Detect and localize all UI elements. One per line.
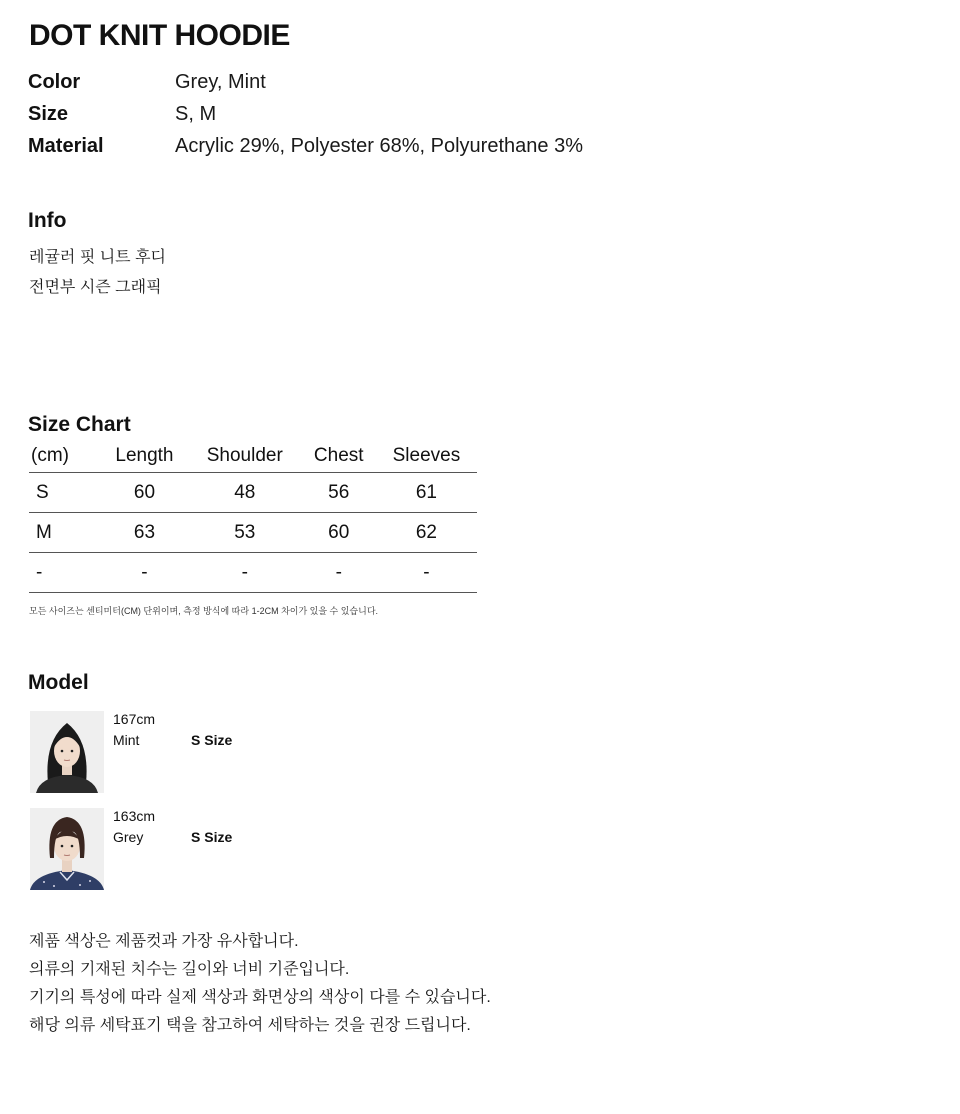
- model-photo: [30, 808, 104, 890]
- model-card: [30, 808, 270, 892]
- model-color: Mint: [113, 732, 140, 748]
- table-cell: S: [29, 473, 101, 513]
- footer-note: 제품 색상은 제품컷과 가장 유사합니다.: [29, 933, 299, 950]
- table-row: [29, 473, 477, 513]
- spec-label: Material: [28, 135, 104, 157]
- table-cell: 60: [101, 473, 188, 513]
- table-cell: 56: [302, 473, 376, 513]
- table-cell: 61: [376, 473, 477, 513]
- table-cell: -: [101, 553, 188, 593]
- spec-value: S, M: [175, 103, 217, 125]
- table-cell: 60: [302, 513, 376, 553]
- model-photo: [30, 711, 104, 793]
- model-portrait-image: [30, 808, 104, 890]
- table-cell: -: [29, 553, 101, 593]
- table-cell: -: [188, 553, 302, 593]
- footer-note: 해당 의류 세탁표기 택을 참고하여 세탁하는 것을 권장 드립니다.: [29, 1017, 471, 1034]
- info-line: 레귤러 핏 니트 후디: [29, 249, 166, 266]
- size-chart-heading: Size Chart: [28, 413, 131, 436]
- model-heading: Model: [28, 671, 89, 694]
- table-cell: M: [29, 513, 101, 553]
- size-chart-note: 모든 사이즈는 센티미터(CM) 단위이며, 측정 방식에 따라 1-2CM 차이가 있을 수 있습니다.: [29, 606, 379, 616]
- table-cell: -: [302, 553, 376, 593]
- table-cell: 62: [376, 513, 477, 553]
- column-header-shoulder: Shoulder: [206, 445, 283, 466]
- footer-note: 기기의 특성에 따라 실제 색상과 화면상의 색상이 다를 수 있습니다.: [29, 989, 491, 1006]
- model-height: 163cm: [113, 808, 156, 824]
- model-card: [30, 711, 270, 795]
- spec-value: Grey, Mint: [175, 71, 266, 93]
- table-row: [29, 513, 477, 553]
- table-cell: 48: [188, 473, 302, 513]
- footer-note: 의류의 기재된 치수는 길이와 너비 기준입니다.: [29, 961, 350, 978]
- table-cell: 53: [188, 513, 302, 553]
- spec-label: Color: [28, 71, 81, 93]
- info-heading: Info: [28, 209, 67, 232]
- model-portrait-image: [30, 711, 104, 793]
- column-header-chest: Chest: [313, 445, 364, 466]
- model-size: S Size: [191, 829, 233, 845]
- model-color: Grey: [113, 829, 144, 845]
- table-header-row: [29, 440, 477, 473]
- column-header-length: Length: [115, 445, 174, 466]
- size-chart-table: [29, 440, 477, 593]
- table-cell: -: [376, 553, 477, 593]
- spec-label: Size: [28, 103, 69, 125]
- model-height: 167cm: [113, 711, 156, 727]
- spec-value: Acrylic 29%, Polyester 68%, Polyurethane 3%: [175, 135, 583, 157]
- column-header-unit: (cm): [31, 445, 69, 466]
- column-header-sleeves: Sleeves: [392, 445, 461, 466]
- table-row: [29, 553, 477, 593]
- product-title: DOT KNIT HOODIE: [29, 19, 290, 52]
- model-size: S Size: [191, 732, 233, 748]
- info-line: 전면부 시즌 그래픽: [29, 279, 162, 296]
- table-cell: 63: [101, 513, 188, 553]
